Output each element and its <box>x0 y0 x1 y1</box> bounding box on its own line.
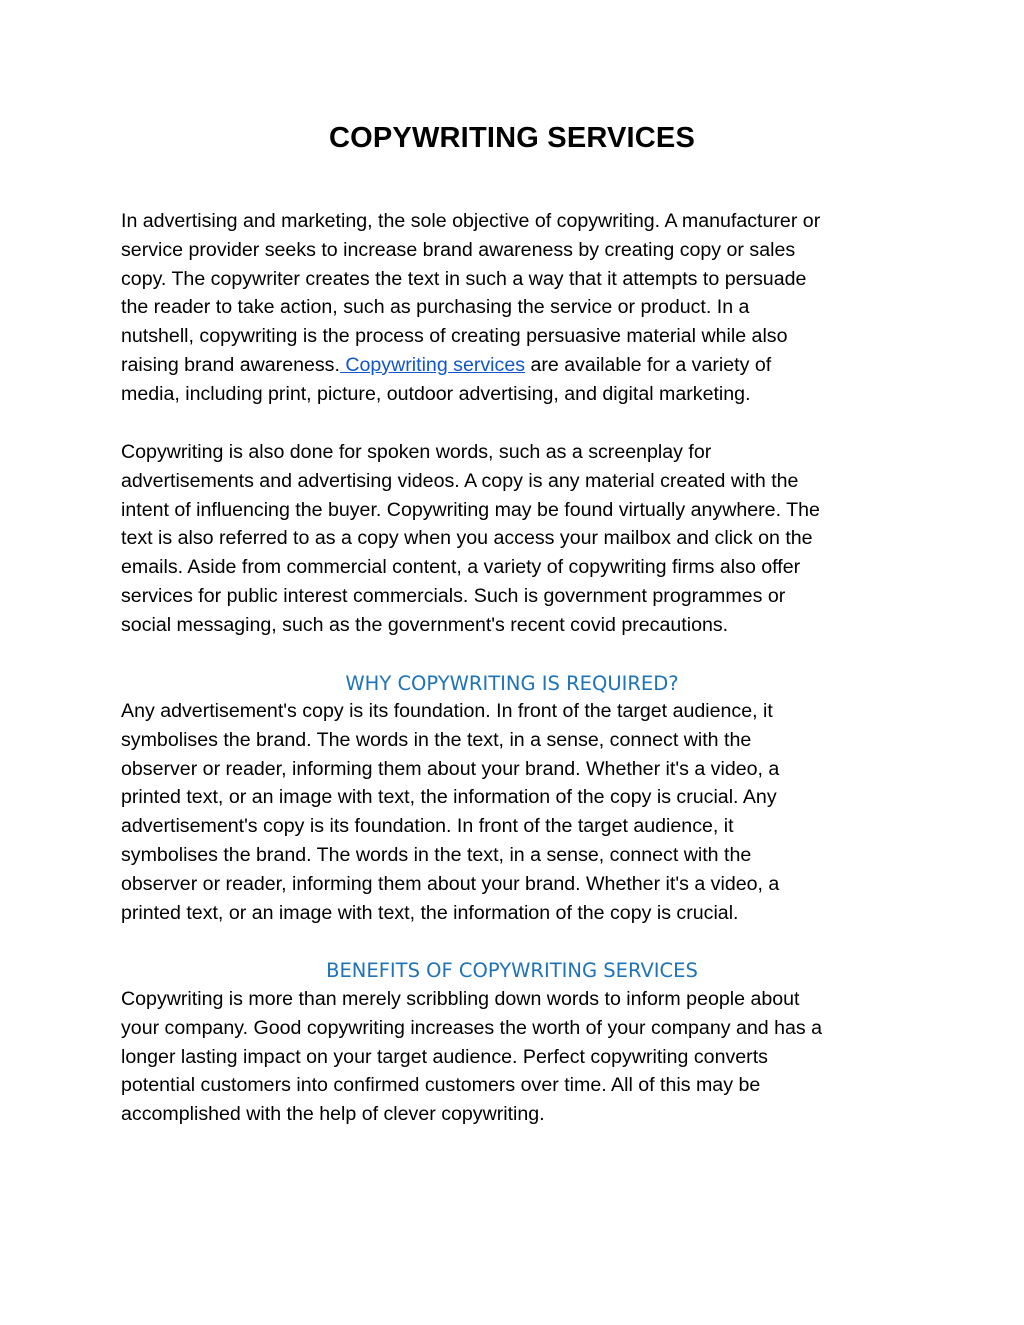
paragraph-line: emails. Aside from commercial content, a variety of copywriting firms also offer <box>121 556 801 579</box>
paragraph-line: advertisement's copy is its foundation. In front of the target audience, it <box>121 815 734 838</box>
paragraph-line: intent of influencing the buyer. Copywriting may be found virtually anywhere. The <box>121 498 820 521</box>
line-text-after-link: are available for a variety of <box>525 353 772 376</box>
spoken-words-paragraph <box>121 438 903 640</box>
paragraph-line: accomplished with the help of clever copywriting. <box>121 1103 545 1126</box>
benefits-heading: BENEFITS OF COPYWRITING SERVICES <box>326 959 698 982</box>
paragraph-line: services for public interest commercials. Such is government programmes or <box>121 584 786 607</box>
why-copywriting-heading: WHY COPYWRITING IS REQUIRED? <box>345 672 679 695</box>
paragraph-line: longer lasting impact on your target audience. Perfect copywriting converts <box>121 1045 768 1068</box>
paragraph-line: printed text, or an image with text, the information of the copy is crucial. Any <box>121 786 777 809</box>
paragraph-line: observer or reader, informing them about your brand. Whether it's a video, a <box>121 872 780 895</box>
paragraph-line: nutshell, copywriting is the process of creating persuasive material while also <box>121 325 788 348</box>
line-text-before-link: raising brand awareness. <box>121 353 340 376</box>
page-title: COPYWRITING SERVICES <box>328 122 696 154</box>
paragraph-line: media, including print, picture, outdoor advertising, and digital marketing. <box>121 382 751 405</box>
why-copywriting-paragraph <box>121 697 903 927</box>
paragraph-line: symbolises the brand. The words in the text, in a sense, connect with the <box>121 728 752 751</box>
paragraph-line: In advertising and marketing, the sole objective of copywriting. A manufacturer or <box>121 210 821 232</box>
paragraph-line: your company. Good copywriting increases the worth of your company and has a <box>121 1016 823 1039</box>
benefits-paragraph <box>121 985 903 1129</box>
intro-paragraph <box>121 207 903 409</box>
paragraph-line: Any advertisement's copy is its foundation. In front of the target audience, it <box>121 700 773 722</box>
paragraph-line: advertisements and advertising videos. A copy is any material created with the <box>121 469 799 492</box>
paragraph-line: observer or reader, informing them about your brand. Whether it's a video, a <box>121 757 780 780</box>
copywriting-services-link[interactable]: Copywriting services <box>339 353 526 376</box>
paragraph-line: symbolises the brand. The words in the text, in a sense, connect with the <box>121 843 752 866</box>
paragraph-line: potential customers into confirmed customers over time. All of this may be <box>121 1074 761 1097</box>
paragraph-line: Copywriting is more than merely scribbling down words to inform people about <box>121 988 800 1010</box>
paragraph-line-with-link <box>121 351 903 380</box>
paragraph-line: Copywriting is also done for spoken words, such as a screenplay for <box>121 441 712 463</box>
paragraph-line: text is also referred to as a copy when you access your mailbox and click on the <box>121 527 813 550</box>
paragraph-line: service provider seeks to increase brand awareness by creating copy or sales <box>121 238 796 261</box>
paragraph-line: social messaging, such as the government's recent covid precautions. <box>121 613 729 636</box>
paragraph-line: printed text, or an image with text, the information of the copy is crucial. <box>121 901 739 924</box>
paragraph-line: the reader to take action, such as purchasing the service or product. In a <box>121 296 750 319</box>
paragraph-line: copy. The copywriter creates the text in such a way that it attempts to persuade <box>121 267 807 290</box>
